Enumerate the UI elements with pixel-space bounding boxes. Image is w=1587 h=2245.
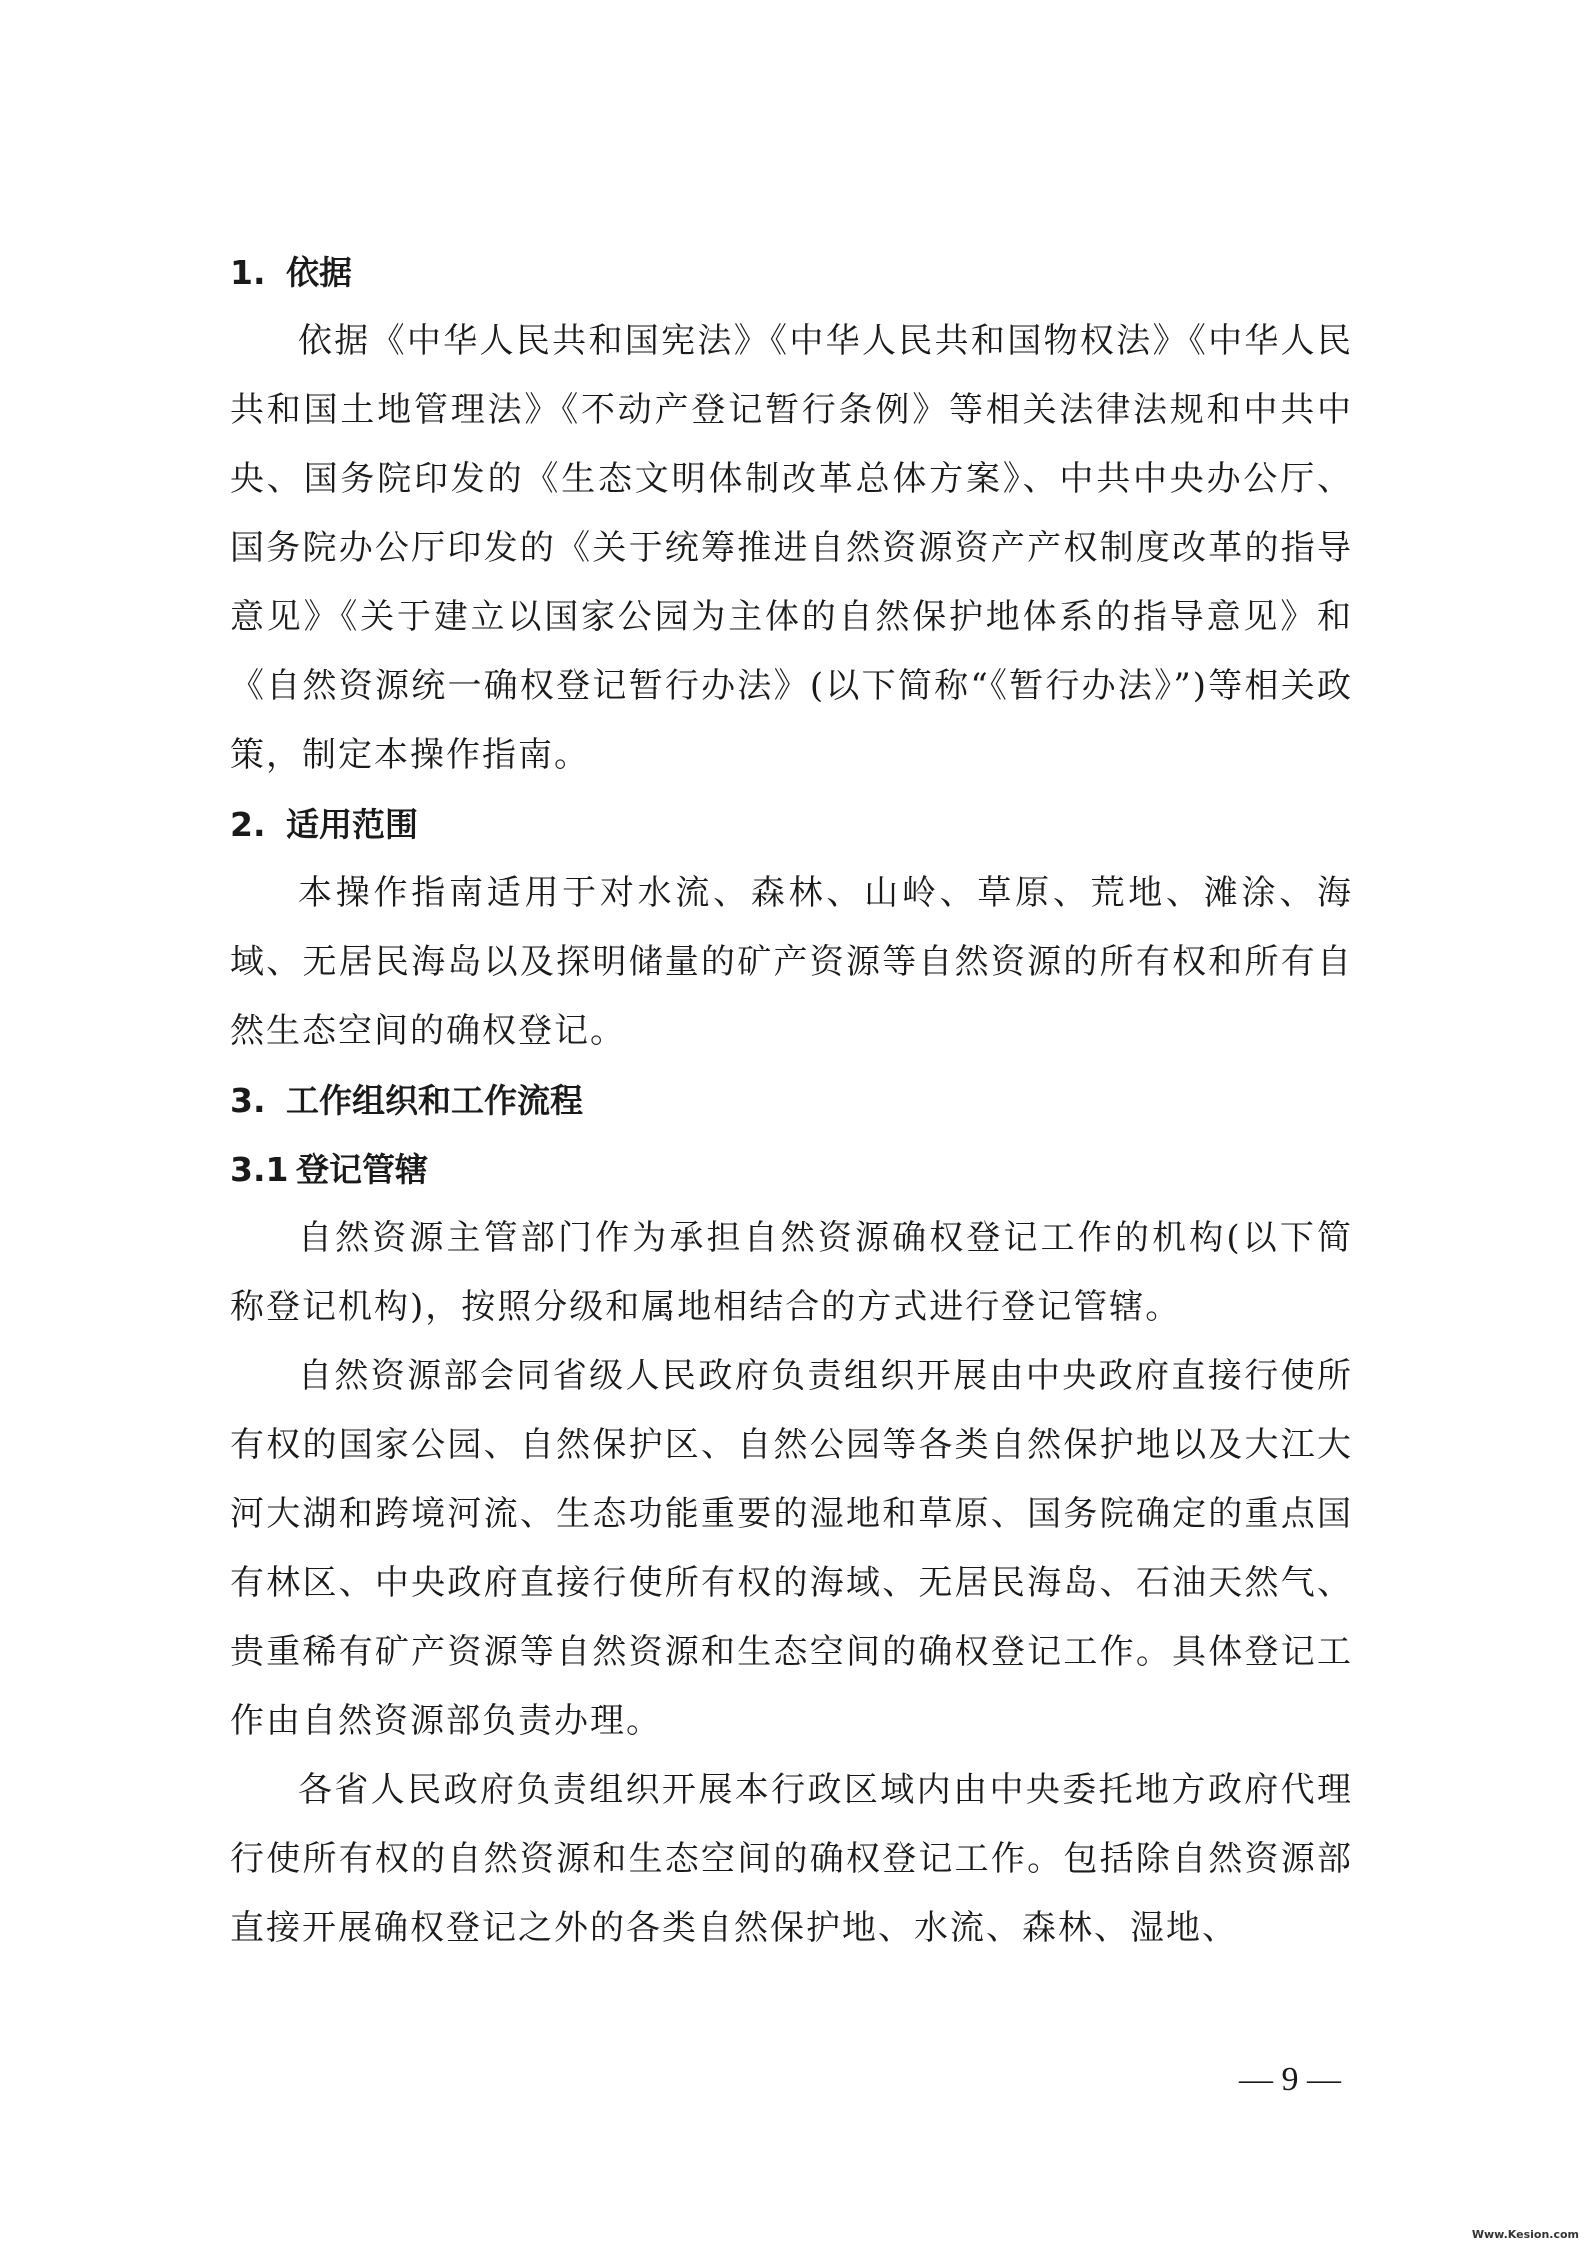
heading-title: 适用范围 (286, 805, 418, 844)
heading-number: 3.1 (230, 1150, 289, 1189)
section-heading-2 (230, 790, 1353, 859)
paragraph: 自然资源部会同省级人民政府负责组织开展由中央政府直接行使所有权的国家公园、自然保护区、自然公园等各类自然保护地以及大江大河大湖和跨境河流、生态功能重要的湿地和草原、国务院确定的重点国有林区、中央政府直接行使所有权的海域、无居民海岛、石油天然气、贵重稀有矿产资源等自然资源和生态空间的确权登记工作。具体登记工作由自然资源部负责办理。 (230, 1356, 1353, 1741)
section-heading-1 (230, 238, 1353, 307)
watermark: Www.Kesion.com (1471, 2228, 1579, 2241)
paragraph: 自然资源主管部门作为承担自然资源确权登记工作的机构(以下简称登记机构)，按照分级和属地相结合的方式进行登记管辖。 (230, 1218, 1353, 1327)
heading-title: 依据 (286, 253, 352, 292)
heading-number: 3. (230, 1081, 266, 1120)
heading-title: 工作组织和工作流程 (286, 1081, 583, 1120)
heading-title: 登记管辖 (296, 1150, 428, 1189)
paragraph: 各省人民政府负责组织开展本行政区域内由中央委托地方政府代理行使所有权的自然资源和生态空间的确权登记工作。包括除自然资源部直接开展确权登记之外的各类自然保护地、水流、森林、湿地、 (230, 1770, 1353, 1948)
heading-number: 1. (230, 253, 266, 292)
heading-number: 2. (230, 805, 266, 844)
document-body (230, 238, 1353, 1963)
section-heading-3 (230, 1066, 1353, 1135)
subsection-heading-3-1 (230, 1135, 1353, 1204)
page-number: — 9 — (1239, 2061, 1341, 2098)
paragraph: 本操作指南适用于对水流、森林、山岭、草原、荒地、滩涂、海域、无居民海岛以及探明储量的矿产资源等自然资源的所有权和所有自然生态空间的确权登记。 (230, 873, 1353, 1051)
paragraph: 依据《中华人民共和国宪法》《中华人民共和国物权法》《中华人民共和国土地管理法》《不动产登记暂行条例》等相关法律法规和中共中央、国务院印发的《生态文明体制改革总体方案》、中共中央办公厅、国务院办公厅印发的《关于统筹推进自然资源资产产权制度改革的指导意见》《关于建立以国家公园为主体的自然保护地体系的指导意见》和《自然资源统一确权登记暂行办法》(以下简称“《暂行办法》”)等相关政策，制定本操作指南。 (230, 321, 1353, 775)
